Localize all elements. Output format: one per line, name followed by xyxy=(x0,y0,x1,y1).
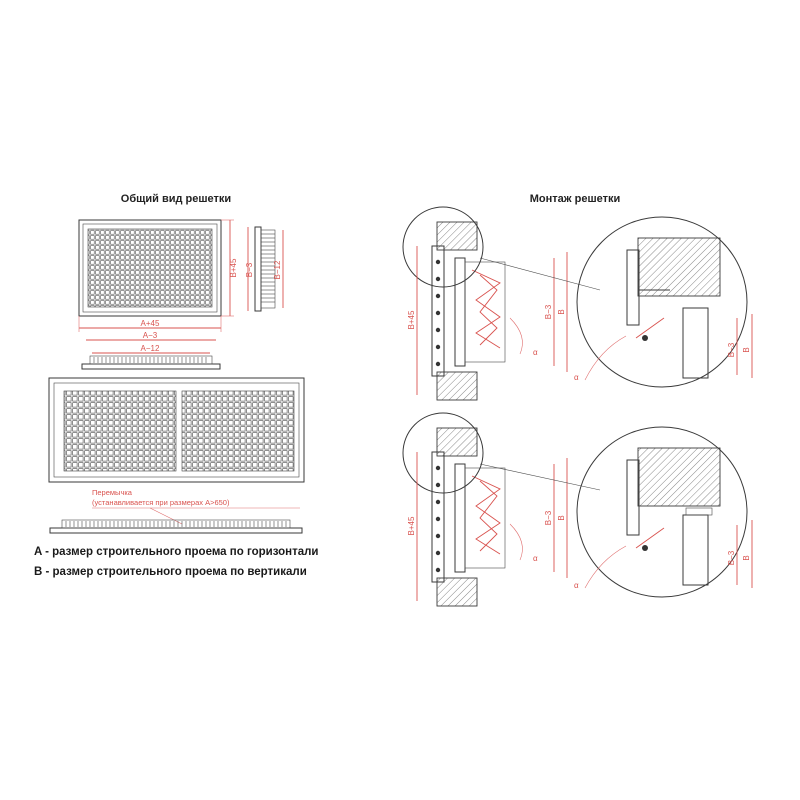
dim-b-plus-45-top: B+45 xyxy=(407,310,416,330)
mounting-title: Монтаж решетки xyxy=(529,193,621,205)
dim-b-bottom: B xyxy=(557,515,566,521)
alpha-detail-top: α xyxy=(574,373,579,382)
dim-b-minus-3-detail-top: B−3 xyxy=(727,342,736,358)
dim-b-plus-45-small: B+45 xyxy=(229,258,238,278)
small-grille-side-view xyxy=(245,227,283,311)
mounting-detail-bottom xyxy=(574,427,752,597)
dim-b-minus-3-side: B−3 xyxy=(245,262,254,278)
dim-b-minus-3-detail-bottom: B−3 xyxy=(727,550,736,566)
dim-b-plus-45-bottom: B+45 xyxy=(407,516,416,536)
large-grille-front-view xyxy=(49,378,304,482)
alpha-detail-bottom: α xyxy=(574,581,579,590)
mounting-section-top xyxy=(403,207,600,400)
mounting-detail-top xyxy=(574,217,752,387)
dim-b-detail-bottom: B xyxy=(742,555,751,561)
legend-b: B - размер строительного проема по вертикали xyxy=(34,566,307,578)
dim-a-plus-45: A+45 xyxy=(140,319,160,328)
dim-b-detail-top: B xyxy=(742,347,751,353)
jumper-note xyxy=(92,488,300,524)
dim-b-top: B xyxy=(557,309,566,315)
dim-b-minus-3-bottom: B−3 xyxy=(544,510,553,526)
general-view-title: Общий вид решетки xyxy=(120,193,232,205)
dim-b-minus-12: B−12 xyxy=(273,260,282,280)
alpha-top: α xyxy=(533,348,538,357)
dim-a-minus-3: A−3 xyxy=(142,331,158,340)
legend-a: A - размер строительного проема по горизонтали xyxy=(34,546,319,558)
alpha-bottom: α xyxy=(533,554,538,563)
mounting-section-bottom xyxy=(403,413,600,606)
note-line-1: Перемычка xyxy=(92,488,132,497)
large-grille-top-view xyxy=(50,520,302,533)
small-grille-front-view xyxy=(79,220,238,332)
note-line-2: (устанавливается при размерах A>650) xyxy=(92,498,230,507)
dim-b-minus-3-top: B−3 xyxy=(544,304,553,320)
dim-a-minus-12: A−12 xyxy=(140,344,160,353)
small-grille-top-view xyxy=(82,331,220,369)
